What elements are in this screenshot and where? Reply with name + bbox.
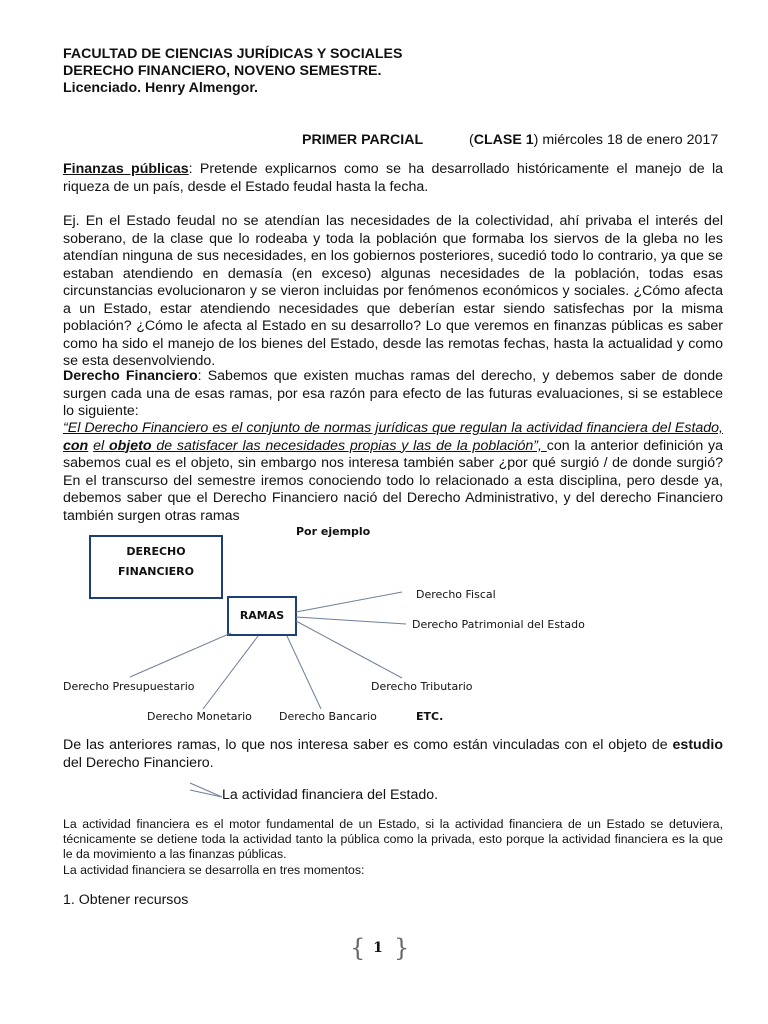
por-ejemplo-label: Por ejemplo — [296, 525, 371, 538]
branch-fiscal: Derecho Fiscal — [416, 588, 496, 601]
example-paragraph: Ej. En el Estado feudal no se atendían las necesidades de la colectividad, ahí privaba el interés del soberano, de la clase que lo rodeaba y toda la población que formaba los siervos de la gleba no les atendían ninguna de sus necesidades, en los gobiernos posteriores, sucedió todo lo contrario, ya que se estaban atendiendo en demasía (en exceso) algunas necesidades de la población, todas esas circunstancias evolucionaron y se vieron incluidas por fenómenos económicos y sociales. ¿Cómo afecta a un Estado, estar atendiendo necesidades que deberían estar siendo satisfechas por la misma población? ¿Cómo le afecta al Estado en su desarrollo? Lo que veremos en finanzas públicas es saber como ha sido el manejo de los bienes del Estado, desde las remotas fechas, hasta la actualidad y como se esta desenvolviendo. — [63, 213, 723, 369]
definition-objeto: objeto — [108, 437, 152, 454]
definition-con: con — [63, 437, 89, 454]
ramas-label: RAMAS — [239, 609, 285, 622]
branch-presupuestario: Derecho Presupuestario — [63, 680, 195, 693]
exam-date: ) miércoles 18 de enero 2017 — [533, 132, 719, 148]
page-number: 1 — [373, 940, 383, 956]
faculty-title: FACULTAD DE CIENCIAS JURÍDICAS Y SOCIALES — [63, 46, 403, 62]
actividad-arrow-text: La actividad financiera del Estado. — [222, 787, 439, 803]
page-number-bracket-left: { — [350, 934, 366, 962]
actividad-paragraph: La actividad financiera es el motor fundamental de un Estado, si la actividad financiera de un Estado se detuviera, técnicamente se detiene toda la actividad tanto la pública como la privada, esto porque la actividad financiera es la que le da movimiento a las finanzas públicas. — [63, 817, 723, 861]
course-title: DERECHO FINANCIERO, NOVENO SEMESTRE. — [63, 63, 382, 79]
derecho-financiero-term: Derecho Financiero — [63, 368, 198, 384]
vinculadas-post: del Derecho Financiero. — [63, 754, 214, 771]
finanzas-term: Finanzas públicas — [63, 161, 189, 177]
vinculadas-pre: De las anteriores ramas, lo que nos interesa saber es como están vinculadas con el objeto de — [63, 737, 673, 753]
branch-patrimonial: Derecho Patrimonial del Estado — [412, 618, 585, 631]
definition-quote-1: “El Derecho Financiero es el conjunto de normas jurídicas que regulan la actividad financiera del Estado, — [63, 420, 723, 436]
momentos-line: La actividad financiera se desarrolla en tres momentos: — [63, 863, 365, 877]
branch-monetario: Derecho Monetario — [147, 710, 252, 723]
list-item-obtener: 1. Obtener recursos — [63, 892, 189, 908]
vinculadas-paragraph — [63, 737, 723, 772]
derecho-financiero-text: : Sabemos que existen muchas ramas del derecho, y debemos saber de donde surgen cada una de esas ramas, por esa razón para efecto de las futuras evaluaciones, si se establece lo siguiente: — [63, 368, 723, 419]
finanzas-text: : Pretende explicarnos como se ha desarrollado históricamente el manejo de la riqueza de un país, desde el Estado feudal hasta la fecha. — [63, 161, 724, 195]
definition-el: el — [93, 437, 109, 454]
class-label: CLASE 1 — [473, 132, 534, 148]
box-derecho: DERECHO — [126, 545, 186, 558]
paren-open: ( — [469, 132, 474, 148]
branch-etc: ETC. — [416, 710, 444, 723]
page-number-bracket-right: } — [394, 934, 410, 962]
branch-bancario: Derecho Bancario — [279, 710, 377, 723]
professor-name: Licenciado. Henry Almengor. — [63, 80, 258, 96]
definition-rest: con la anterior definición ya sabemos cual es el objeto, sin embargo nos interesa también saber ¿por qué surgió / de donde surgió? En el transcurso del semestre iremos conociendo todo lo relacionado a esta disciplina, pero desde ya, debemos saber que el Derecho Financiero nació del Derecho Administrativo, y del derecho Financiero también surgen otras ramas — [63, 437, 724, 524]
definition-quote-2: de satisfacer las necesidades propias y las de la población”, — [151, 437, 547, 454]
branch-tributario: Derecho Tributario — [371, 680, 473, 693]
box-financiero: FINANCIERO — [117, 565, 195, 578]
exam-title: PRIMER PARCIAL — [302, 132, 424, 148]
vinculadas-estudio: estudio — [672, 737, 723, 753]
